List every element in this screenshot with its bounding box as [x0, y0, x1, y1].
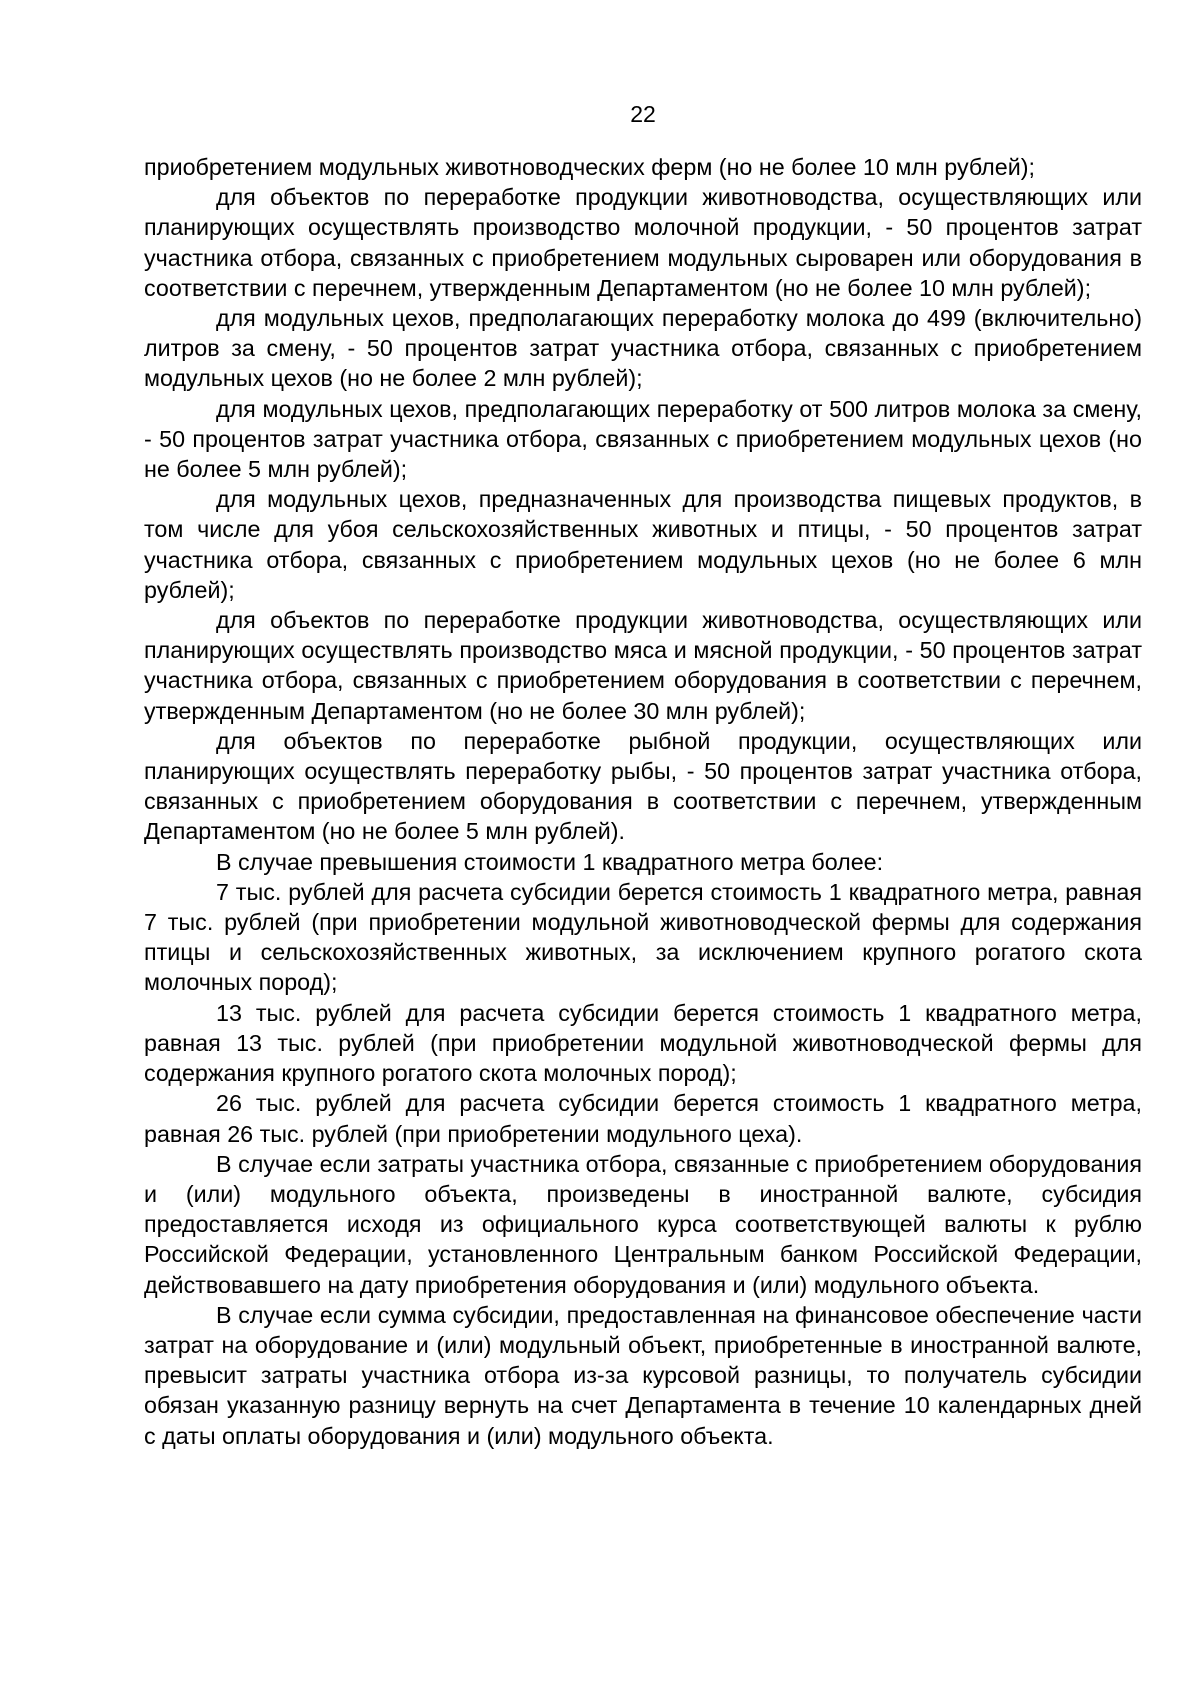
- paragraph-exchange-difference: В случае если сумма субсидии, предоставленная на финансовое обеспечение части затрат на оборудование и (или) модульный объект, приобретенные в иностранной валюте, превысит затраты участника отбора из-за курсовой разницы, то получатель субсидии обязан указанную разницу вернуть на счет Департамента в течение 10 календарных дней с даты оплаты оборудования и (или) модульного объекта.: [144, 1301, 1142, 1449]
- paragraph-fish-processing: для объектов по переработке рыбной продукции, осуществляющих или планирующих осуществлять переработку рыбы, - 50 процентов затрат участника отбора, связанных с приобретением оборудования в соответствии с перечнем, утвержденным Департаментом (но не более 5 млн рублей).: [144, 727, 1142, 845]
- paragraph-13-thousand: 13 тыс. рублей для расчета субсидии берется стоимость 1 квадратного метра, равная 13 тыс. рублей (при приобретении модульной животноводческой фермы для содержания крупного рогатого скота молочных пород);: [144, 999, 1142, 1087]
- paragraph-7-thousand: 7 тыс. рублей для расчета субсидии берется стоимость 1 квадратного метра, равная 7 тыс. рублей (при приобретении модульной животноводческой фермы для содержания птицы и сельскохозяйственных животных, за исключением крупного рогатого скота молочных пород);: [144, 878, 1142, 996]
- paragraph-square-meter-cost: В случае превышения стоимости 1 квадратного метра более:: [216, 848, 884, 875]
- paragraph-continuation: приобретением модульных животноводческих ферм (но не более 10 млн рублей);: [144, 154, 1035, 180]
- paragraph-food-production: для модульных цехов, предназначенных для производства пищевых продуктов, в том числе для убоя сельскохозяйственных животных и птицы, - 50 процентов затрат участника отбора, связанных с приобретением модульных цехов (но не более 6 млн рублей);: [144, 486, 1142, 603]
- paragraph-26-thousand: 26 тыс. рублей для расчета субсидии берется стоимость 1 квадратного метра, равная 26 тыс. рублей (при приобретении модульного цеха).: [144, 1090, 1142, 1147]
- paragraph-dairy-processing: для объектов по переработке продукции животноводства, осуществляющих или планирующих осуществлять производство молочной продукции, - 50 процентов затрат участника отбора, связанных с приобретением модульных сыроварен или оборудования в соответствии с перечнем, утвержденным Департаментом (но не более 10 млн рублей);: [144, 184, 1142, 301]
- paragraph-milk-from-500: для модульных цехов, предполагающих переработку от 500 литров молока за смену, - 50 процентов затрат участника отбора, связанных с приобретением модульных цехов (но не более 5 млн рублей);: [144, 395, 1142, 483]
- page-number: 22: [630, 101, 656, 127]
- paragraph-milk-up-to-499: для модульных цехов, предполагающих переработку молока до 499 (включительно) литров за смену, - 50 процентов затрат участника отбора, связанных с приобретением модульных цехов (но не более 2 млн рублей);: [144, 305, 1142, 392]
- document-body: [144, 152, 1142, 1451]
- paragraph-foreign-currency: В случае если затраты участника отбора, связанные с приобретением оборудования и (или) модульного объекта, произведены в иностранной валюте, субсидия предоставляется исходя из официального курса соответствующей валюты к рублю Российской Федерации, установленного Центральным банком Российской Федерации, действовавшего на дату приобретения оборудования и (или) модульного объекта.: [144, 1150, 1142, 1298]
- paragraph-meat-processing: для объектов по переработке продукции животноводства, осуществляющих или планирующих осуществлять производство мяса и мясной продукции, - 50 процентов затрат участника отбора, связанных с приобретением оборудования в соответствии с перечнем, утвержденным Департаментом (но не более 30 млн рублей);: [144, 607, 1142, 724]
